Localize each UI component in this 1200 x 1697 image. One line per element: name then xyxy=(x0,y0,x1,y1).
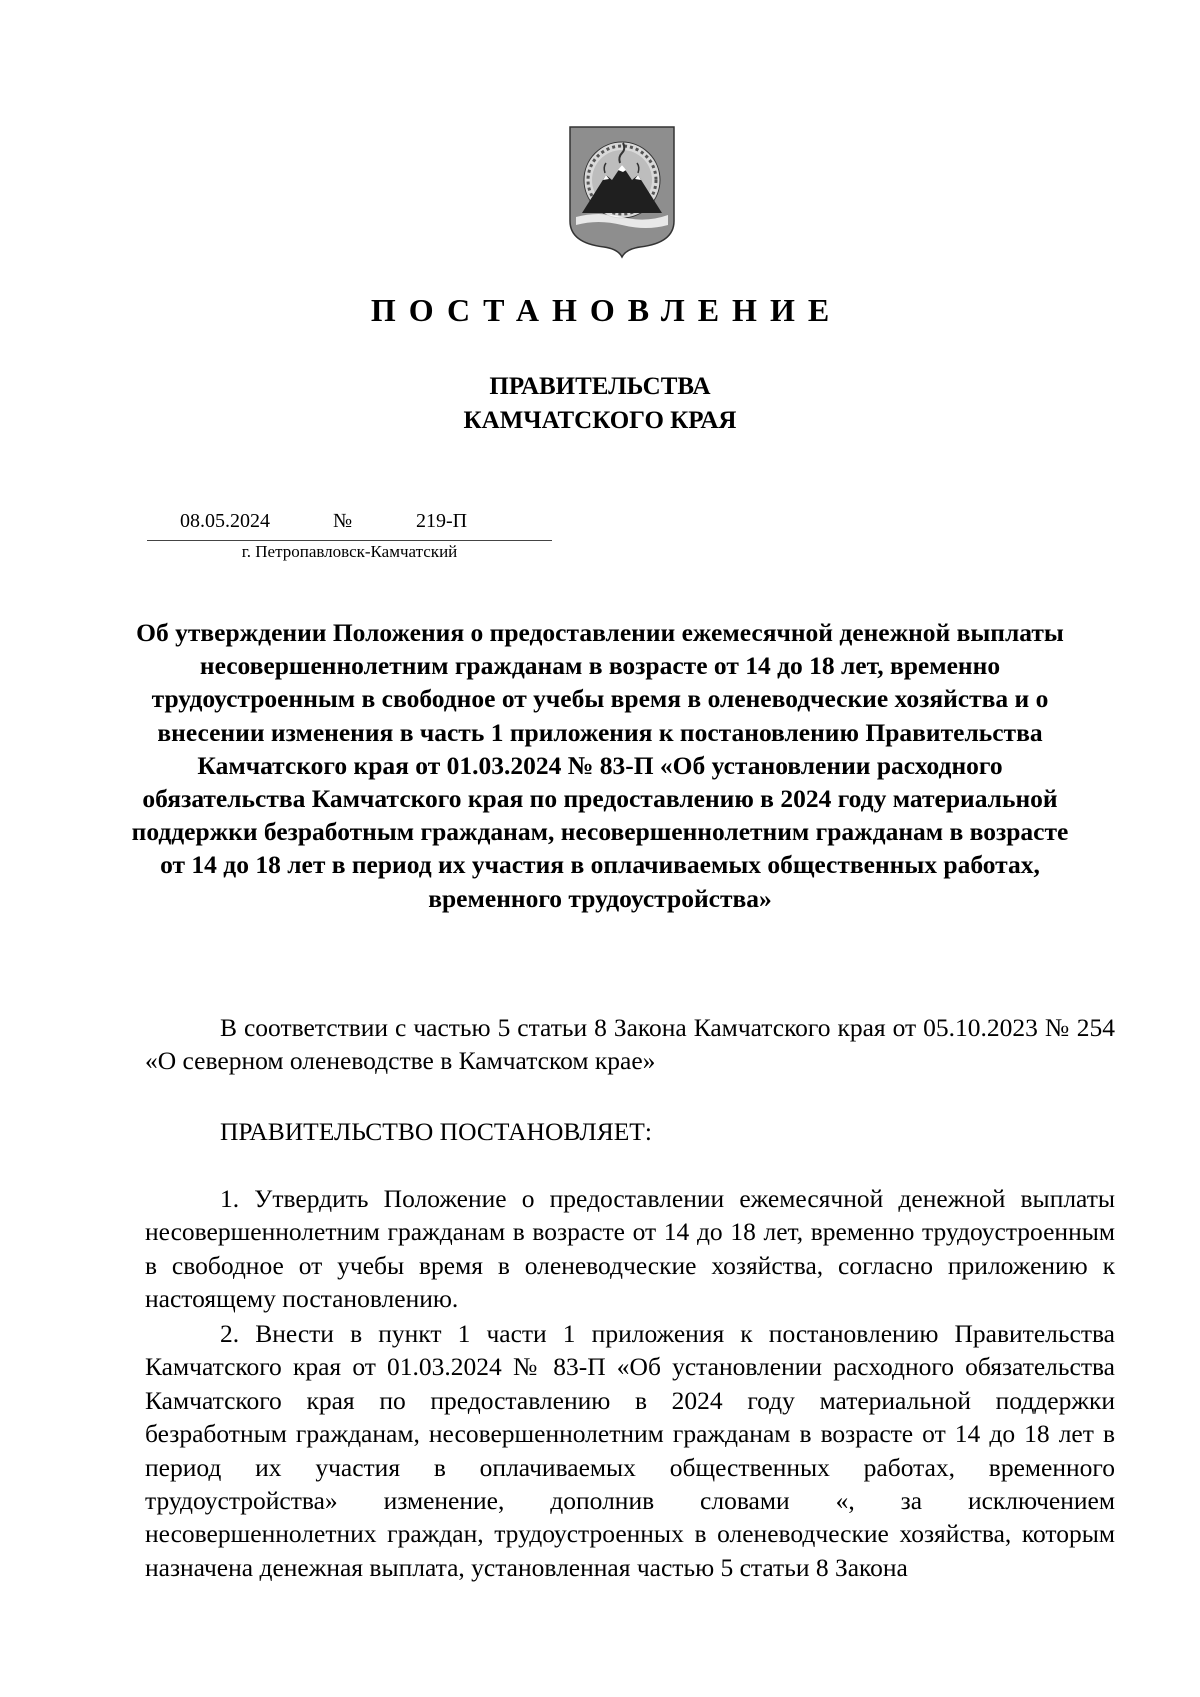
legal-basis-paragraph: В соответствии с частью 5 статьи 8 Закона Камчатского края от 05.10.2023 № 254 «О северном оленеводстве в Камчатском крае» xyxy=(145,1013,1115,1076)
document-title: Об утверждении Положения о предоставлении ежемесячной денежной выплаты несовершеннолетним гражданам в возрасте от 14 до 18 лет, временно трудоустроенным в свободное от учебы время в оленеводческие хозяйства и о внесении изменения в часть 1 приложения к постановлению Правительства Камчатского края от 01.03.2024 № 83-П «Об установлении расходного обязательства Камчатского края по предоставлению в 2024 году материальной поддержки безработным гражданам, несовершеннолетним гражданам в возрасте от 14 до 18 лет в период их участия в оплачиваемых общественных работах, временного трудоустройства» xyxy=(131,618,1069,913)
resolution-statement: ПРАВИТЕЛЬСТВО ПОСТАНОВЛЯЕТ: xyxy=(220,1117,652,1146)
clause-1: 1. Утвердить Положение о предоставлении ежемесячной денежной выплаты несовершеннолетним гражданам в возрасте от 14 до 18 лет, временно трудоустроенным в свободное от учебы время в оленеводческие хозяйства, согласно приложению к настоящему постановлению. xyxy=(145,1184,1115,1314)
number-sign: № xyxy=(333,510,353,532)
issuing-authority-line2: КАМЧАТСКОГО КРАЯ xyxy=(463,407,737,434)
document-type: ПОСТАНОВЛЕНИЕ xyxy=(370,292,843,328)
coat-of-arms-icon xyxy=(568,125,676,263)
document-meta xyxy=(147,510,552,541)
issuing-authority xyxy=(0,370,1200,438)
document-date: 08.05.2024 xyxy=(180,510,270,532)
document-city: г. Петропавловск-Камчатский xyxy=(241,542,458,561)
document-number: 219-П xyxy=(416,510,468,532)
clause-2: 2. Внести в пункт 1 части 1 приложения к постановлению Правительства Камчатского края от 01.03.2024 № 83-П «Об установлении расходного обязательства Камчатского края по предоставлению в 2024 году материальной поддержки безработным гражданам, несовершеннолетним гражданам в возрасте от 14 до 18 лет в период их участия в оплачиваемых общественных работах, временного трудоустройства» изменение, дополнив словами «, за исключением несовершеннолетних граждан, трудоустроенных в оленеводческие хозяйства, которым назначена денежная выплата, установленная частью 5 статьи 8 Закона xyxy=(145,1319,1115,1582)
issuing-authority-line1: ПРАВИТЕЛЬСТВА xyxy=(489,373,711,400)
